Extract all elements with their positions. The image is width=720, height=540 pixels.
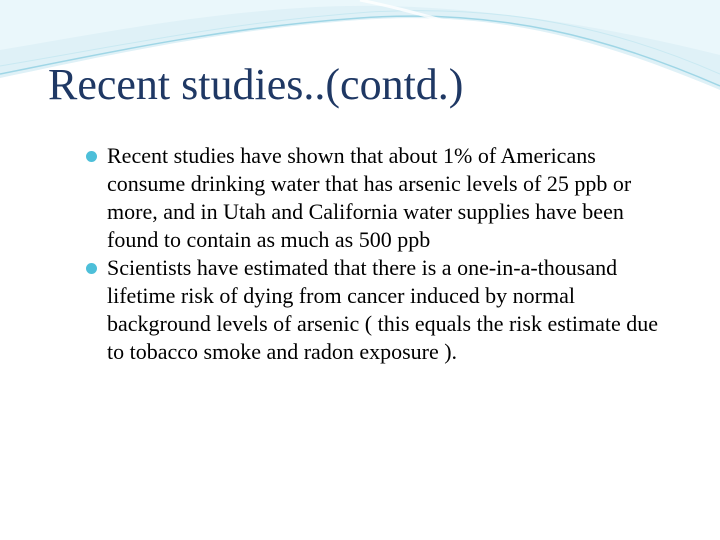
bullet-item	[86, 142, 676, 254]
bullet-icon	[86, 263, 97, 274]
bullet-item	[86, 254, 676, 366]
bullet-list	[86, 142, 676, 366]
bullet-text: Scientists have estimated that there is a one-in-a-thousand lifetime risk of dying from cancer induced by normal background levels of arsenic ( this equals the risk estimate due to tobacco smoke and radon exposure ).	[107, 255, 659, 364]
bullet-text: Recent studies have shown that about 1% of Americans consume drinking water that has arsenic levels of 25 ppb or more, and in Utah and California water supplies have been found to contain as much as 500 ppb	[107, 143, 632, 252]
bullet-icon	[86, 151, 97, 162]
slide-title: Recent studies..(contd.)	[48, 60, 464, 109]
